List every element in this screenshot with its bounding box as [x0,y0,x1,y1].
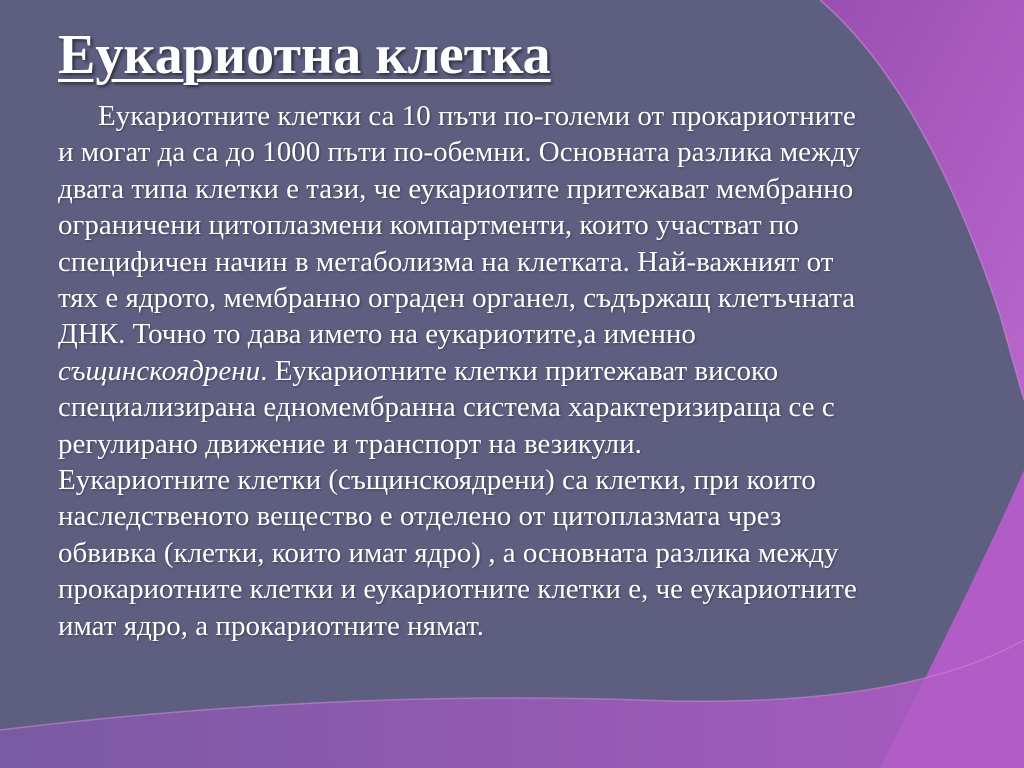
body-line: регулирано движение и транспорт на везикули. [58,427,642,460]
body-line: тях е ядрото, мембранно ограден органел, съдържащ клетъчната [58,282,856,315]
slide-title: Еукариотна клетка [58,24,551,86]
body-line: имат ядро, а прокариотните нямат. [58,609,484,642]
body-line: обвивка (клетки, които имат ядро) , а основната разлика между [58,536,839,569]
body-line: специфичен начин в метаболизма на клетката. Най-важният от [58,245,834,278]
body-line: двата типа клетки е тази, че еукариотите притежават мембранно [58,172,854,205]
body-line [58,353,1008,389]
italic-term: същинскоядрени [58,354,261,387]
body-line: ДНК. Точно то дава името на еукариотите,а именно [58,318,696,351]
body-line: наследственото вещество е отделено от цитоплазмата чрез [58,500,782,533]
slide-body [58,98,1008,644]
body-line: специализирана едномембранна система характеризираща се с [58,391,835,424]
body-line: прокариотните клетки и еукариотните клетки е, че еукариотните [58,573,857,606]
body-line: Еукариотните клетки са 10 пъти по-големи от прокариотните [98,100,856,132]
body-line: ограничени цитоплазмени компартменти, които участват по [58,209,799,242]
body-line-rest: . Еукариотните клетки притежават високо [260,354,779,387]
body-line: Еукариотните клетки (същинскоядрени) са клетки, при които [58,464,816,497]
body-line: и могат да са до 1000 пъти по-обемни. Основната разлика между [58,136,861,169]
